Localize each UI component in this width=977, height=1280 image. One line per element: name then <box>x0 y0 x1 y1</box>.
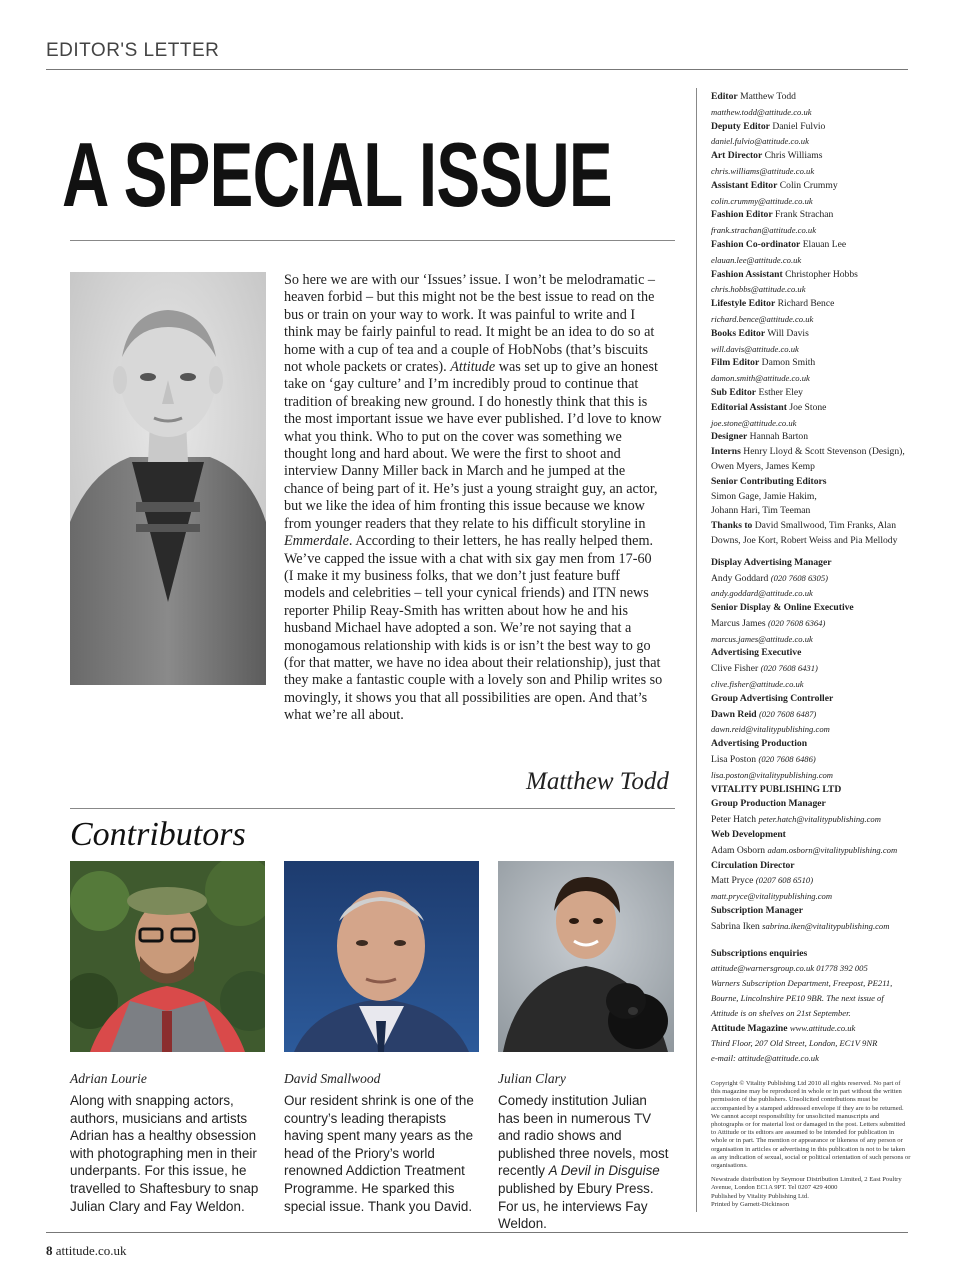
copyright-p1: Copyright © Vitality Publishing Ltd 2010 all rights reserved. No part of this magazine may be reproduced in whole or in part without the written permission of the publishers. Unsolicited contributions must be accompanied by a stamped addressed envelope if they are to be returned. We cannot accept responsibility for unsolicited manuscripts and photographs or for material lost or damaged in the post. Letters submitted to Attitude or its editors are assumed to be intended for publication in whole or in part. The mention or appearance or likeness of any person or organisation in articles or advertising in this publication is not to be taken as any indication of sexual, social or political orientation of such persons or organisations. <box>711 1080 911 1170</box>
masthead-staff-email: richard.bence@attitude.co.uk <box>711 313 814 324</box>
top-divider <box>46 69 908 70</box>
contributors-heading: Contributors <box>70 816 246 853</box>
masthead-gpm-name: Peter Hatch peter.hatch@vitalitypublishing.com <box>711 814 881 826</box>
masthead-staff-row: Sub Editor Esther Eley <box>711 386 803 398</box>
page-title: A SPECIAL ISSUE <box>62 125 612 226</box>
masthead-staff-email: elauan.lee@attitude.co.uk <box>711 254 802 265</box>
masthead-email: e-mail: attitude@attitude.co.uk <box>711 1053 819 1064</box>
masthead-ad-email: andy.goddard@attitude.co.uk <box>711 588 813 599</box>
letter-paragraph-3: . According to their letters, he has really helped them. We’ve capped the issue with a chat with six gay men from 17-60 (I make it my business folks, that we don’t just feature buff models and celebrities – tell your cynical friends) and ITN news reporter Philip Reay-Smith has written about how he and his husband Michael have adopted a son. We’re not saying that a monogamous relationship with kids is or isn’t the best way to go (for that matter, we have no idea about their relationship), just that they make a fantastic couple with a lovely son and Philip writes so movingly, it shows you that all possibilities are open. And that’s what we’re all about. <box>284 533 663 724</box>
masthead-thanks-cont: Downs, Joe Kort, Robert Weiss and Pia Mellody <box>711 534 898 546</box>
masthead-company: VITALITY PUBLISHING LTD <box>711 783 842 795</box>
masthead-staff-row: Editorial Assistant Joe Stone <box>711 401 827 413</box>
masthead-staff-row: Fashion Editor Frank Strachan <box>711 209 834 221</box>
masthead-staff-row: Editor Matthew Todd <box>711 91 796 102</box>
masthead-ad-prod-email: lisa.poston@vitalitypublishing.com <box>711 769 834 780</box>
masthead-enquiries-line4: Attitude is on shelves on 21st September. <box>711 1007 851 1018</box>
title-divider <box>70 240 675 241</box>
masthead-ad-name: Marcus James (020 7608 6364) <box>711 617 826 629</box>
contributor-photo-david <box>284 861 479 1052</box>
masthead-staff-email: damon.smith@attitude.co.uk <box>711 373 810 384</box>
masthead-staff-email: matthew.todd@attitude.co.uk <box>711 106 812 117</box>
editor-portrait <box>70 272 266 685</box>
masthead-ad-email: clive.fisher@attitude.co.uk <box>711 679 804 690</box>
masthead-senior-line1: Simon Gage, Jamie Hakim, <box>711 490 817 502</box>
masthead-subs-name: Sabrina Iken sabrina.iken@vitalitypublishing.com <box>711 920 890 932</box>
masthead-ad-name: Andy Goddard (020 7608 6305) <box>711 572 828 584</box>
masthead-ad-role: Senior Display & Online Executive <box>711 602 854 614</box>
editor-signature: Matthew Todd <box>526 768 669 795</box>
julian-bio-part2: published by Ebury Press. For us, he interviews Fay Weldon. <box>498 1180 654 1232</box>
bottom-divider <box>46 1232 908 1233</box>
masthead-ad-prod-name: Lisa Poston (020 7608 6486) <box>711 754 816 766</box>
masthead-staff-row: Fashion Assistant Christopher Hobbs <box>711 268 858 280</box>
masthead-enquiries-line3: Bourne, Lincolnshire PE10 9BR. The next issue of <box>711 993 884 1004</box>
masthead-interns-cont: Owen Myers, James Kemp <box>711 460 815 472</box>
masthead-staff-row: Books Editor Will Davis <box>711 327 809 339</box>
page-number: 8 <box>46 1243 53 1258</box>
masthead-enquiries-line1: attitude@warnersgroup.co.uk 01778 392 005 <box>711 963 868 974</box>
masthead-staff-email: colin.crummy@attitude.co.uk <box>711 195 813 206</box>
masthead-group-ad-email: dawn.reid@vitalitypublishing.com <box>711 724 830 735</box>
masthead-enquiries-line2: Warners Subscription Department, Freepost, PE211, <box>711 978 893 989</box>
masthead-ad-email: marcus.james@attitude.co.uk <box>711 633 813 644</box>
copyright-p4: Printed by Garnett-Dickinson <box>711 1200 790 1208</box>
letter-paragraph-2: was set up to give an honest take on ‘gay culture’ and I’m incredibly proud to continue that tradition of breaking new ground. I do honestly think that this is the most important issue we have ever published. I’d love to know what you think. Who to put on the cover was something we thought long and hard about. We were the first to shoot and interview Danny Miller back in March and he jumped at the chance of being part of it. He’s just a young straight guy, an actor, but we like the idea of him fronting this issue because we know from younger readers that they relate to his difficult storyline in <box>284 359 662 532</box>
section-label: EDITOR'S LETTER <box>46 40 220 61</box>
masthead-ad-name: Clive Fisher (020 7608 6431) <box>711 663 818 675</box>
contributor-name-julian: Julian Clary <box>498 1071 566 1086</box>
masthead-group-ad-role: Group Advertising Controller <box>711 692 834 704</box>
masthead-staff-row: Film Editor Damon Smith <box>711 357 816 369</box>
masthead-web-role: Web Development <box>711 829 786 841</box>
contributor-bio-julian <box>498 1092 670 1233</box>
masthead-enquiries-title: Subscriptions enquiries <box>711 947 808 959</box>
masthead-staff-row: Designer Hannah Barton <box>711 431 808 443</box>
contributor-photo-adrian <box>70 861 265 1052</box>
page-footer <box>46 1243 127 1259</box>
masthead-staff-row: Deputy Editor Daniel Fulvio <box>711 120 826 132</box>
masthead-staff-row: Assistant Editor Colin Crummy <box>711 179 838 191</box>
staff-list <box>711 90 921 445</box>
contributor-bio-adrian: Along with snapping actors, authors, musicians and artists Adrian has a healthy obsession with photographing men in their underpants. For this issue, he travelled to Shaftesbury to snap Julian Clary and Fay Weldon. <box>70 1093 259 1214</box>
advertising-list <box>711 556 921 692</box>
masthead-interns: Interns Henry Lloyd & Scott Stevenson (Design), <box>711 446 905 458</box>
masthead-circ-email: matt.pryce@vitalitypublishing.com <box>711 891 833 902</box>
masthead-circ-name: Matt Pryce (0207 608 6510) <box>711 875 814 887</box>
masthead-senior-line2: Johann Hari, Tim Teeman <box>711 505 811 517</box>
julian-book-title: A Devil in Disguise <box>548 1163 660 1179</box>
masthead-address: Third Floor, 207 Old Street, London, EC1V 9NR <box>711 1038 878 1049</box>
masthead-thanks: Thanks to David Smallwood, Tim Franks, Alan <box>711 520 896 532</box>
masthead-web-name: Adam Osborn adam.osborn@vitalitypublishing.com <box>711 844 898 856</box>
masthead-staff-email: frank.strachan@attitude.co.uk <box>711 225 817 236</box>
masthead-senior-role: Senior Contributing Editors <box>711 475 827 487</box>
masthead-staff-email: daniel.fulvio@attitude.co.uk <box>711 136 809 147</box>
masthead-staff-email: chris.williams@attitude.co.uk <box>711 165 815 176</box>
column-divider <box>696 88 697 1212</box>
letter-paragraph-1: So here we are with our ‘Issues’ issue. I won’t be melodramatic – heaven forbid – but this might not be the best issue to read on the bus or train on your way to work. It was painful to write and I think may be fairly painful to read. It might be an idea to do so at home with a cup of tea and a couple of HobNobs (that’s biscuits not whole packets or crates). <box>284 272 656 376</box>
attitude-italic: Attitude <box>450 359 496 376</box>
masthead-magazine: Attitude Magazine www.attitude.co.uk <box>711 1022 856 1034</box>
copyright-p2: Newstrade distribution by Seymour Distribution Limited, 2 East Poultry Avenue, London EC1A 9PT. Tel 0207 429 4000 <box>711 1176 902 1192</box>
masthead-staff-row: Lifestyle Editor Richard Bence <box>711 298 835 310</box>
copyright-p3: Published by Vitality Publishing Ltd. <box>711 1192 809 1200</box>
contributor-name-adrian: Adrian Lourie <box>70 1071 147 1086</box>
masthead <box>711 90 921 1066</box>
masthead-staff-row: Fashion Co-ordinator Elauan Lee <box>711 238 847 250</box>
contributor-name-david: David Smallwood <box>284 1071 381 1086</box>
contributors-divider <box>70 808 675 809</box>
masthead-group-ad-name: Dawn Reid (020 7608 6487) <box>711 708 817 720</box>
editor-letter-body <box>284 272 664 725</box>
emmerdale-italic: Emmerdale <box>284 533 349 550</box>
masthead-gpm-role: Group Production Manager <box>711 798 826 810</box>
copyright-notice <box>711 1080 911 1209</box>
masthead-staff-email: chris.hobbs@attitude.co.uk <box>711 284 806 295</box>
masthead-subs-role: Subscription Manager <box>711 905 803 917</box>
masthead-staff-email: will.davis@attitude.co.uk <box>711 343 799 354</box>
contributor-photo-julian <box>498 861 674 1052</box>
masthead-staff-email: joe.stone@attitude.co.uk <box>711 417 797 428</box>
masthead-ad-role: Display Advertising Manager <box>711 556 832 568</box>
masthead-ad-prod-role: Advertising Production <box>711 738 808 750</box>
julian-bio-part1: Comedy institution Julian has been in numerous TV and radio shows and published three novels, most recently <box>498 1093 669 1179</box>
masthead-circ-role: Circulation Director <box>711 859 795 871</box>
contributor-bio-david: Our resident shrink is one of the country’s leading therapists having spent many years as the head of the Priory’s world renowned Addiction Treatment Programme. He sparked this special issue. Thank you David. <box>284 1093 474 1214</box>
masthead-ad-role: Advertising Executive <box>711 647 802 659</box>
masthead-staff-row: Art Director Chris Williams <box>711 150 823 162</box>
footer-site[interactable]: attitude.co.uk <box>55 1243 127 1258</box>
